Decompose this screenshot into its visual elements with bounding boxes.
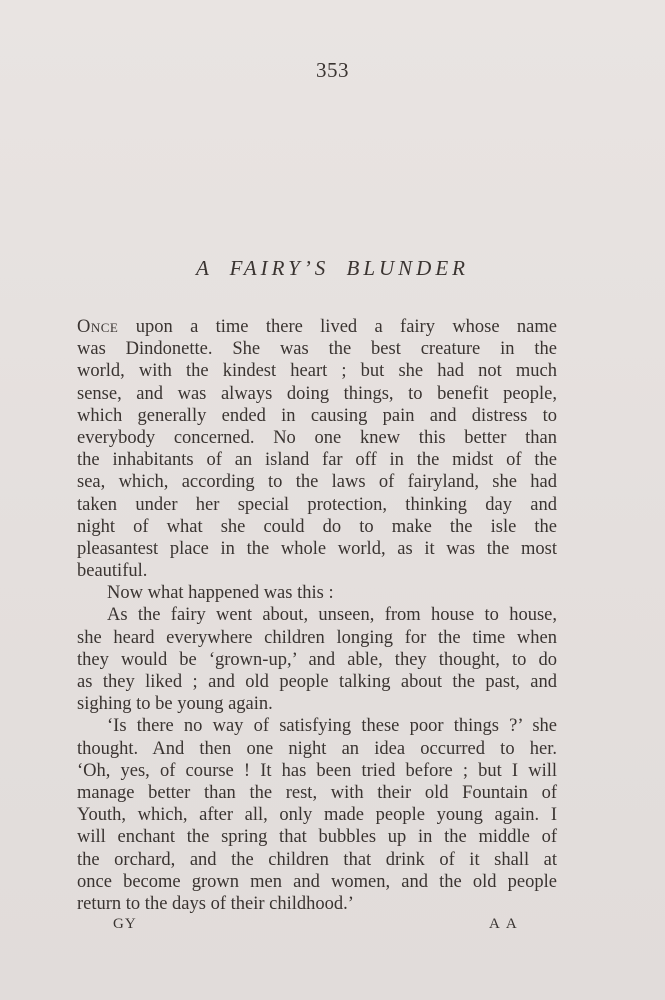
page-number: 353 bbox=[316, 58, 349, 82]
text-line: pleasantest place in the whole world, as it was the most bbox=[77, 538, 557, 559]
text-line: was Dindonette. She was the best creature in the bbox=[77, 339, 557, 360]
text-line: the orchard, and the children that drink of it shall at bbox=[77, 849, 557, 870]
text-line: which generally ended in causing pain and distress to bbox=[77, 405, 557, 426]
text-line: the inhabitants of an island far off in the midst of the bbox=[77, 450, 557, 471]
text-line: thought. And then one night an idea occurred to her. bbox=[77, 738, 557, 759]
text-line: sea, which, according to the laws of fairyland, she had bbox=[77, 472, 557, 493]
text-line: ‘Is there no way of satisfying these poor things ?’ she bbox=[107, 716, 557, 737]
text-line: as they liked ; and old people talking about the past, and bbox=[77, 672, 557, 692]
text-line: sighing to be young again. bbox=[77, 694, 273, 715]
text-line: manage better than the rest, with their old Fountain of bbox=[77, 782, 557, 803]
text-line: Youth, which, after all, only made people young again. I bbox=[77, 805, 557, 826]
text-line: she heard everywhere children longing for the time when bbox=[77, 627, 557, 648]
text-line bbox=[77, 316, 557, 338]
text-line: return to the days of their childhood.’ bbox=[77, 893, 354, 914]
text-line: As the fairy went about, unseen, from house to house, bbox=[107, 605, 557, 626]
text-line: will enchant the spring that bubbles up in the middle of bbox=[77, 827, 557, 848]
text-line: they would be ‘grown-up,’ and able, they thought, to do bbox=[77, 649, 557, 670]
chapter-title: A FAIRY’S BLUNDER bbox=[195, 256, 469, 280]
text-line: ‘Oh, yes, of course ! It has been tried before ; but I will bbox=[77, 760, 557, 781]
text-line: once become grown men and women, and the old people bbox=[77, 871, 557, 892]
opening-word: Once bbox=[77, 317, 119, 337]
text-line: everybody concerned. No one knew this better than bbox=[77, 427, 557, 448]
text-line: beautiful. bbox=[77, 561, 148, 582]
text-line: night of what she could do to make the isle the bbox=[77, 516, 557, 537]
body-text bbox=[77, 316, 557, 915]
footer-mark: A A bbox=[489, 916, 519, 932]
text-line: Now what happened was this : bbox=[107, 583, 334, 604]
signature-mark: GY bbox=[113, 916, 137, 932]
text-line: sense, and was always doing things, to benefit people, bbox=[77, 383, 557, 404]
text-line: taken under her special protection, thinking day and bbox=[77, 494, 557, 515]
text-line-content: upon a time there lived a fairy whose name bbox=[135, 317, 557, 337]
text-line: world, with the kindest heart ; but she had not much bbox=[77, 361, 557, 382]
